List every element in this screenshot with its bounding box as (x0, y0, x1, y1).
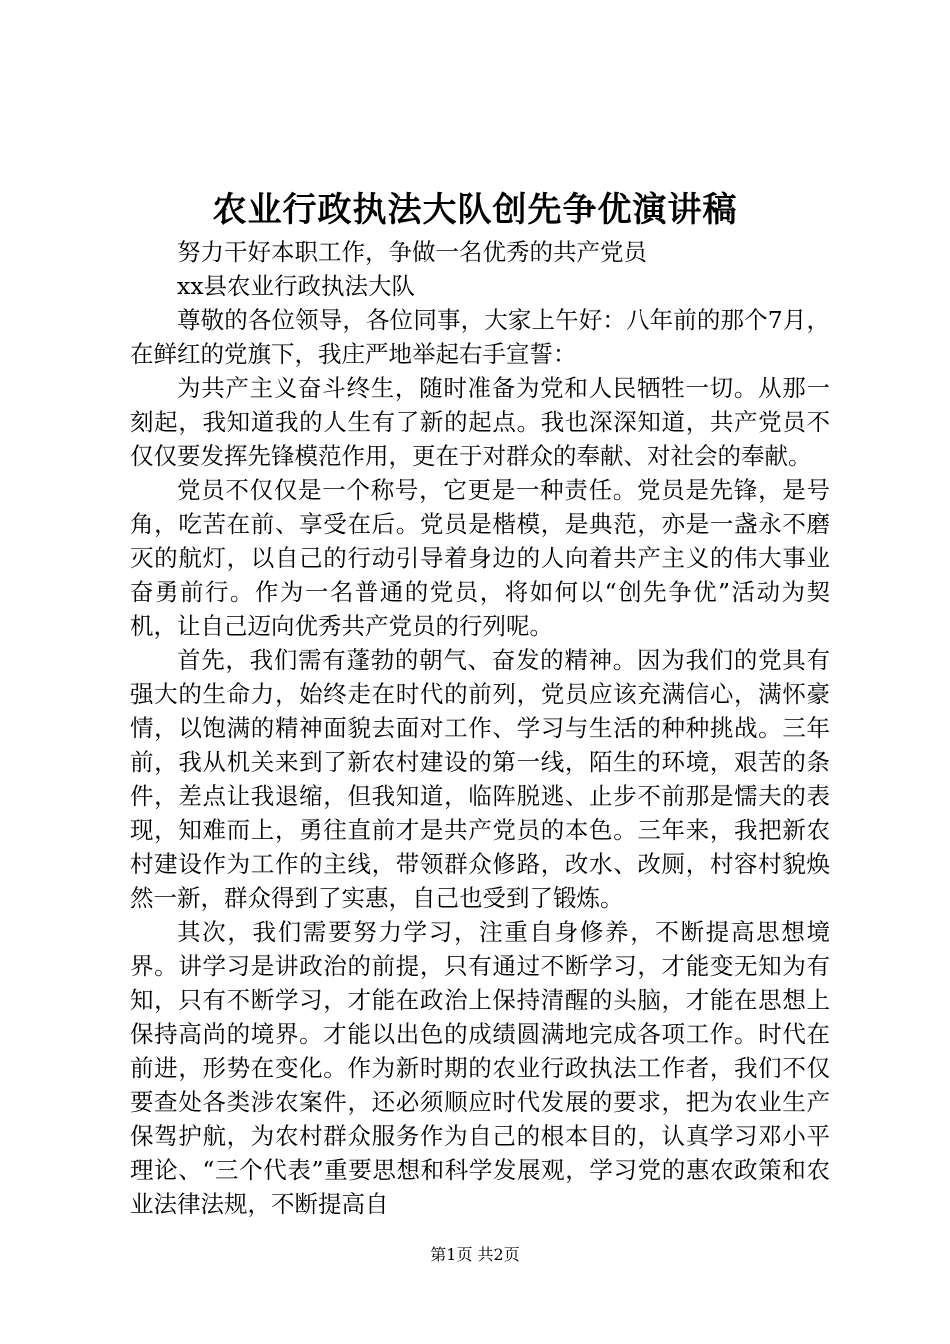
document-title: 农业行政执法大队创先争优演讲稿 (212, 190, 738, 230)
body-paragraph: 首先，我们需有蓬勃的朝气、奋发的精神。因为我们的党具有强大的生命力，始终走在时代的前列，党员应该充满信心，满怀豪情，以饱满的精神面貌去面对工作、学习与生活的种种挑战。三年前，我从机关来到了新农村建设的第一线，陌生的环境，艰苦的条件，差点让我退缩，但我知道，临阵脱逃、止步不前那是懦夫的表现，知难而上，勇往直前才是共产党员的本色。三年来，我把新农村建设作为工作的主线，带领群众修路，改水、改厕，村容村貌焕然一新，群众得到了实惠，自己也受到了锻炼。 (130, 646, 830, 912)
author-paragraph: xx县农业行政执法大队 (177, 272, 416, 300)
body-paragraph: 其次，我们需要努力学习，注重自身修养，不断提高思想境界。讲学习是讲政治的前提，只有通过不断学习，才能变无知为有知，只有不断学习，才能在政治上保持清醒的头脑，才能在思想上保持高尚的境界。才能以出色的成绩圆满地完成各项工作。时代在前进，形势在变化。作为新时期的农业行政执法工作者，我们不仅要查处各类涉农案件，还必须顺应时代发展的要求，把为农业生产保驾护航，为农村群众服务作为自己的根本目的，认真学习邓小平理论、“三个代表”重要思想和科学发展观，学习党的惠农政策和农业法律法规，不断提高自 (130, 918, 830, 1218)
page-footer: 第1页 共2页 (430, 1245, 520, 1264)
body-paragraph: 为共产主义奋斗终生，随时准备为党和人民牺牲一切。从那一刻起，我知道我的人生有了新的起点。我也深深知道，共产党员不仅仅要发挥先锋模范作用，更在于对群众的奉献、对社会的奉献。 (130, 374, 830, 470)
subtitle-paragraph: 努力干好本职工作，争做一名优秀的共产党员 (177, 238, 647, 266)
document-body (130, 235, 830, 1221)
body-paragraph: 党员不仅仅是一个称号，它更是一种责任。党员是先锋，是号角，吃苦在前、享受在后。党员是楷模，是典范，亦是一盏永不磨灭的航灯，以自己的行动引导着身边的人向着共产主义的伟大事业奋勇前行。作为一名普通的党员，将如何以“创先争优”活动为契机，让自己迈向优秀共产党员的行列呢。 (130, 476, 830, 640)
greeting-paragraph: 尊敬的各位领导，各位同事，大家上午好：八年前的那个7月，在鲜红的党旗下，我庄严地举起右手宣誓： (130, 306, 830, 368)
